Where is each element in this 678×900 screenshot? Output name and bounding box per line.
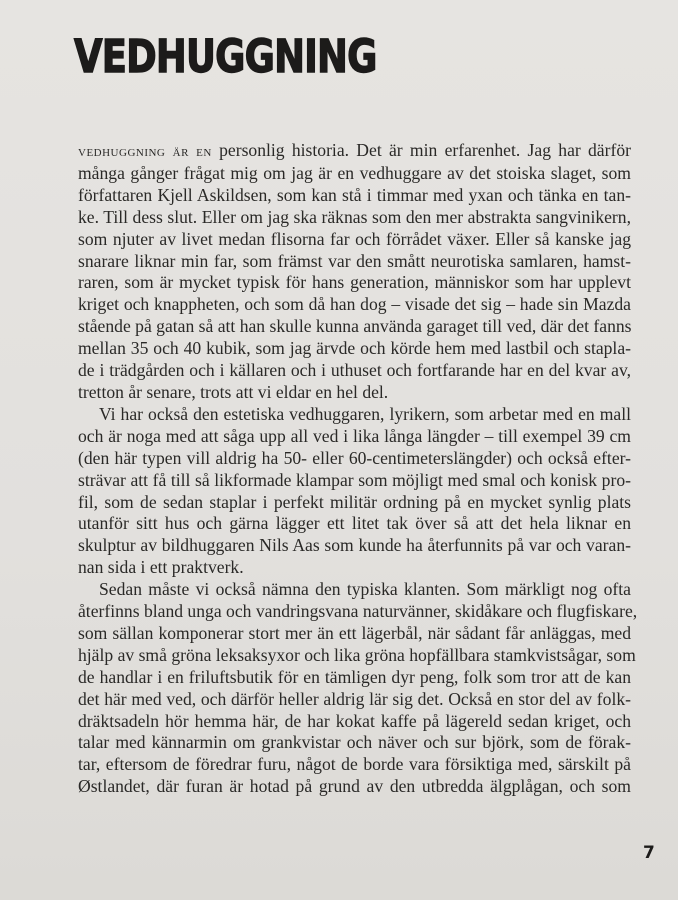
line-text: ke. Till dess slut. Eller om jag ska räknas som den mer abstrakta sangvinikern, xyxy=(78,206,631,227)
chapter-title: VEDHUGGNING xyxy=(74,30,377,83)
line-text: och är noga med att såga upp all ved i lika långa längder – till exempel 39 cm xyxy=(78,425,631,446)
body-text xyxy=(78,140,638,798)
text-line xyxy=(78,316,631,338)
text-line xyxy=(78,382,631,404)
text-line xyxy=(78,732,631,754)
line-text: många gånger frågat mig om jag är en vedhuggare av det stoiska slaget, som xyxy=(78,162,631,183)
text-line xyxy=(78,207,631,229)
line-text: de i trädgården och i källaren och i uthuset och fortfarande har en del kvar av, xyxy=(78,360,631,381)
text-line xyxy=(78,754,631,776)
text-line xyxy=(78,470,631,492)
line-text: Østlandet, där furan är hotad på grund av den utbredda älgplågan, och som xyxy=(78,776,631,797)
text-line xyxy=(78,644,636,667)
text-line xyxy=(78,776,631,798)
line-text: Sedan måste vi också nämna den typiska klanten. Som märkligt nog ofta xyxy=(99,579,631,600)
line-text: fil, som de sedan staplar i perfekt militär ordning på en mycket synlig plats xyxy=(78,491,631,512)
line-text: personlig historia. Det är min erfarenhet. Jag har därför xyxy=(211,140,631,160)
text-line xyxy=(78,294,631,316)
line-text: hjälp av små gröna leksaksyxor och lika gröna hopfällbara stamkvistsågar, som xyxy=(78,644,636,665)
paragraph-2 xyxy=(78,404,631,579)
text-line xyxy=(78,163,631,185)
line-text: Vi har också den estetiska vedhuggaren, lyrikern, som arbetar med en mall xyxy=(99,403,631,424)
line-text: raren, som är mycket typisk för hans generation, människor som har upplevt xyxy=(78,272,631,293)
text-line xyxy=(78,557,631,579)
lead-in-small-caps: vedhuggning är en xyxy=(78,143,212,160)
line-text: dräktsadeln hör hemma här, de har kokat kaffe på lägereld sedan kriget, och xyxy=(78,710,631,731)
text-line xyxy=(78,601,638,623)
text-line xyxy=(78,360,631,382)
text-line xyxy=(78,689,631,711)
page-number: 7 xyxy=(643,843,655,863)
line-text: mellan 35 och 40 kubik, som jag ärvde och körde hem med lastbil och stapla- xyxy=(78,338,631,359)
line-text: det här med ved, och därför heller aldrig lär sig det. Också en stor del av folk- xyxy=(78,688,631,709)
text-line xyxy=(78,492,631,514)
line-text: strävar att få till så likformade klampar som möjligt med smal och konisk pro- xyxy=(78,469,631,490)
line-text: återfinns bland unga och vandringsvana naturvänner, skidåkare och flugfiskare, xyxy=(78,601,638,622)
line-text: författaren Kjell Askildsen, som kan stå i timmar med yxan och tänka en tan- xyxy=(78,184,631,205)
text-line xyxy=(78,623,631,645)
text-line xyxy=(78,229,631,251)
text-line xyxy=(78,579,631,601)
line-text: utanför sitt hus och gärna lägger ett litet tak över så att det hela liknar en xyxy=(78,513,631,534)
line-text: stående på gatan så att han skulle kunna använda garaget till ved, där det fanns xyxy=(78,316,632,337)
line-text: tar, eftersom de föredrar furu, något de borde vara försiktiga med, särskilt på xyxy=(78,754,631,775)
text-line xyxy=(78,535,631,557)
line-text: skulptur av bildhuggaren Nils Aas som kunde ha återfunnits på var och varan- xyxy=(78,535,631,556)
paragraph-3 xyxy=(78,579,638,798)
paragraph-1 xyxy=(78,140,631,404)
text-line xyxy=(78,251,631,273)
line-text: som sällan komponerar stort mer än ett lägerbål, när sådant får anläggas, med xyxy=(78,622,631,643)
text-line xyxy=(78,711,631,733)
text-line xyxy=(78,667,631,689)
line-text: talar med kännarmin om grankvistar och näver och sur björk, som de förak- xyxy=(78,732,631,753)
text-line xyxy=(78,448,631,470)
line-text: (den här typen vill aldrig ha 50- eller 60-centimeterslängder) och också efter- xyxy=(78,447,631,468)
line-text: som njuter av livet medan flisorna far och förrådet växer. Eller så kanske jag xyxy=(78,228,631,249)
text-line xyxy=(78,272,631,294)
text-line xyxy=(78,513,631,535)
line-text: nan sida i ett praktverk. xyxy=(78,557,244,578)
line-text: de handlar i en friluftsbutik för en tämligen dyr peng, folk som tror att de kan xyxy=(78,666,631,687)
line-text: snarare liknar min far, som främst var den smått neurotiska samlaren, hamst- xyxy=(78,250,631,271)
text-line xyxy=(78,426,631,448)
text-line xyxy=(78,404,631,426)
line-text: tretton år senare, trots att vi eldar en hel del. xyxy=(78,381,389,402)
line-text: kriget och knappheten, och som då han dog – visade det sig – hade sin Mazda xyxy=(78,294,631,315)
text-line xyxy=(78,185,631,207)
text-line xyxy=(78,338,631,360)
text-line xyxy=(78,140,631,163)
